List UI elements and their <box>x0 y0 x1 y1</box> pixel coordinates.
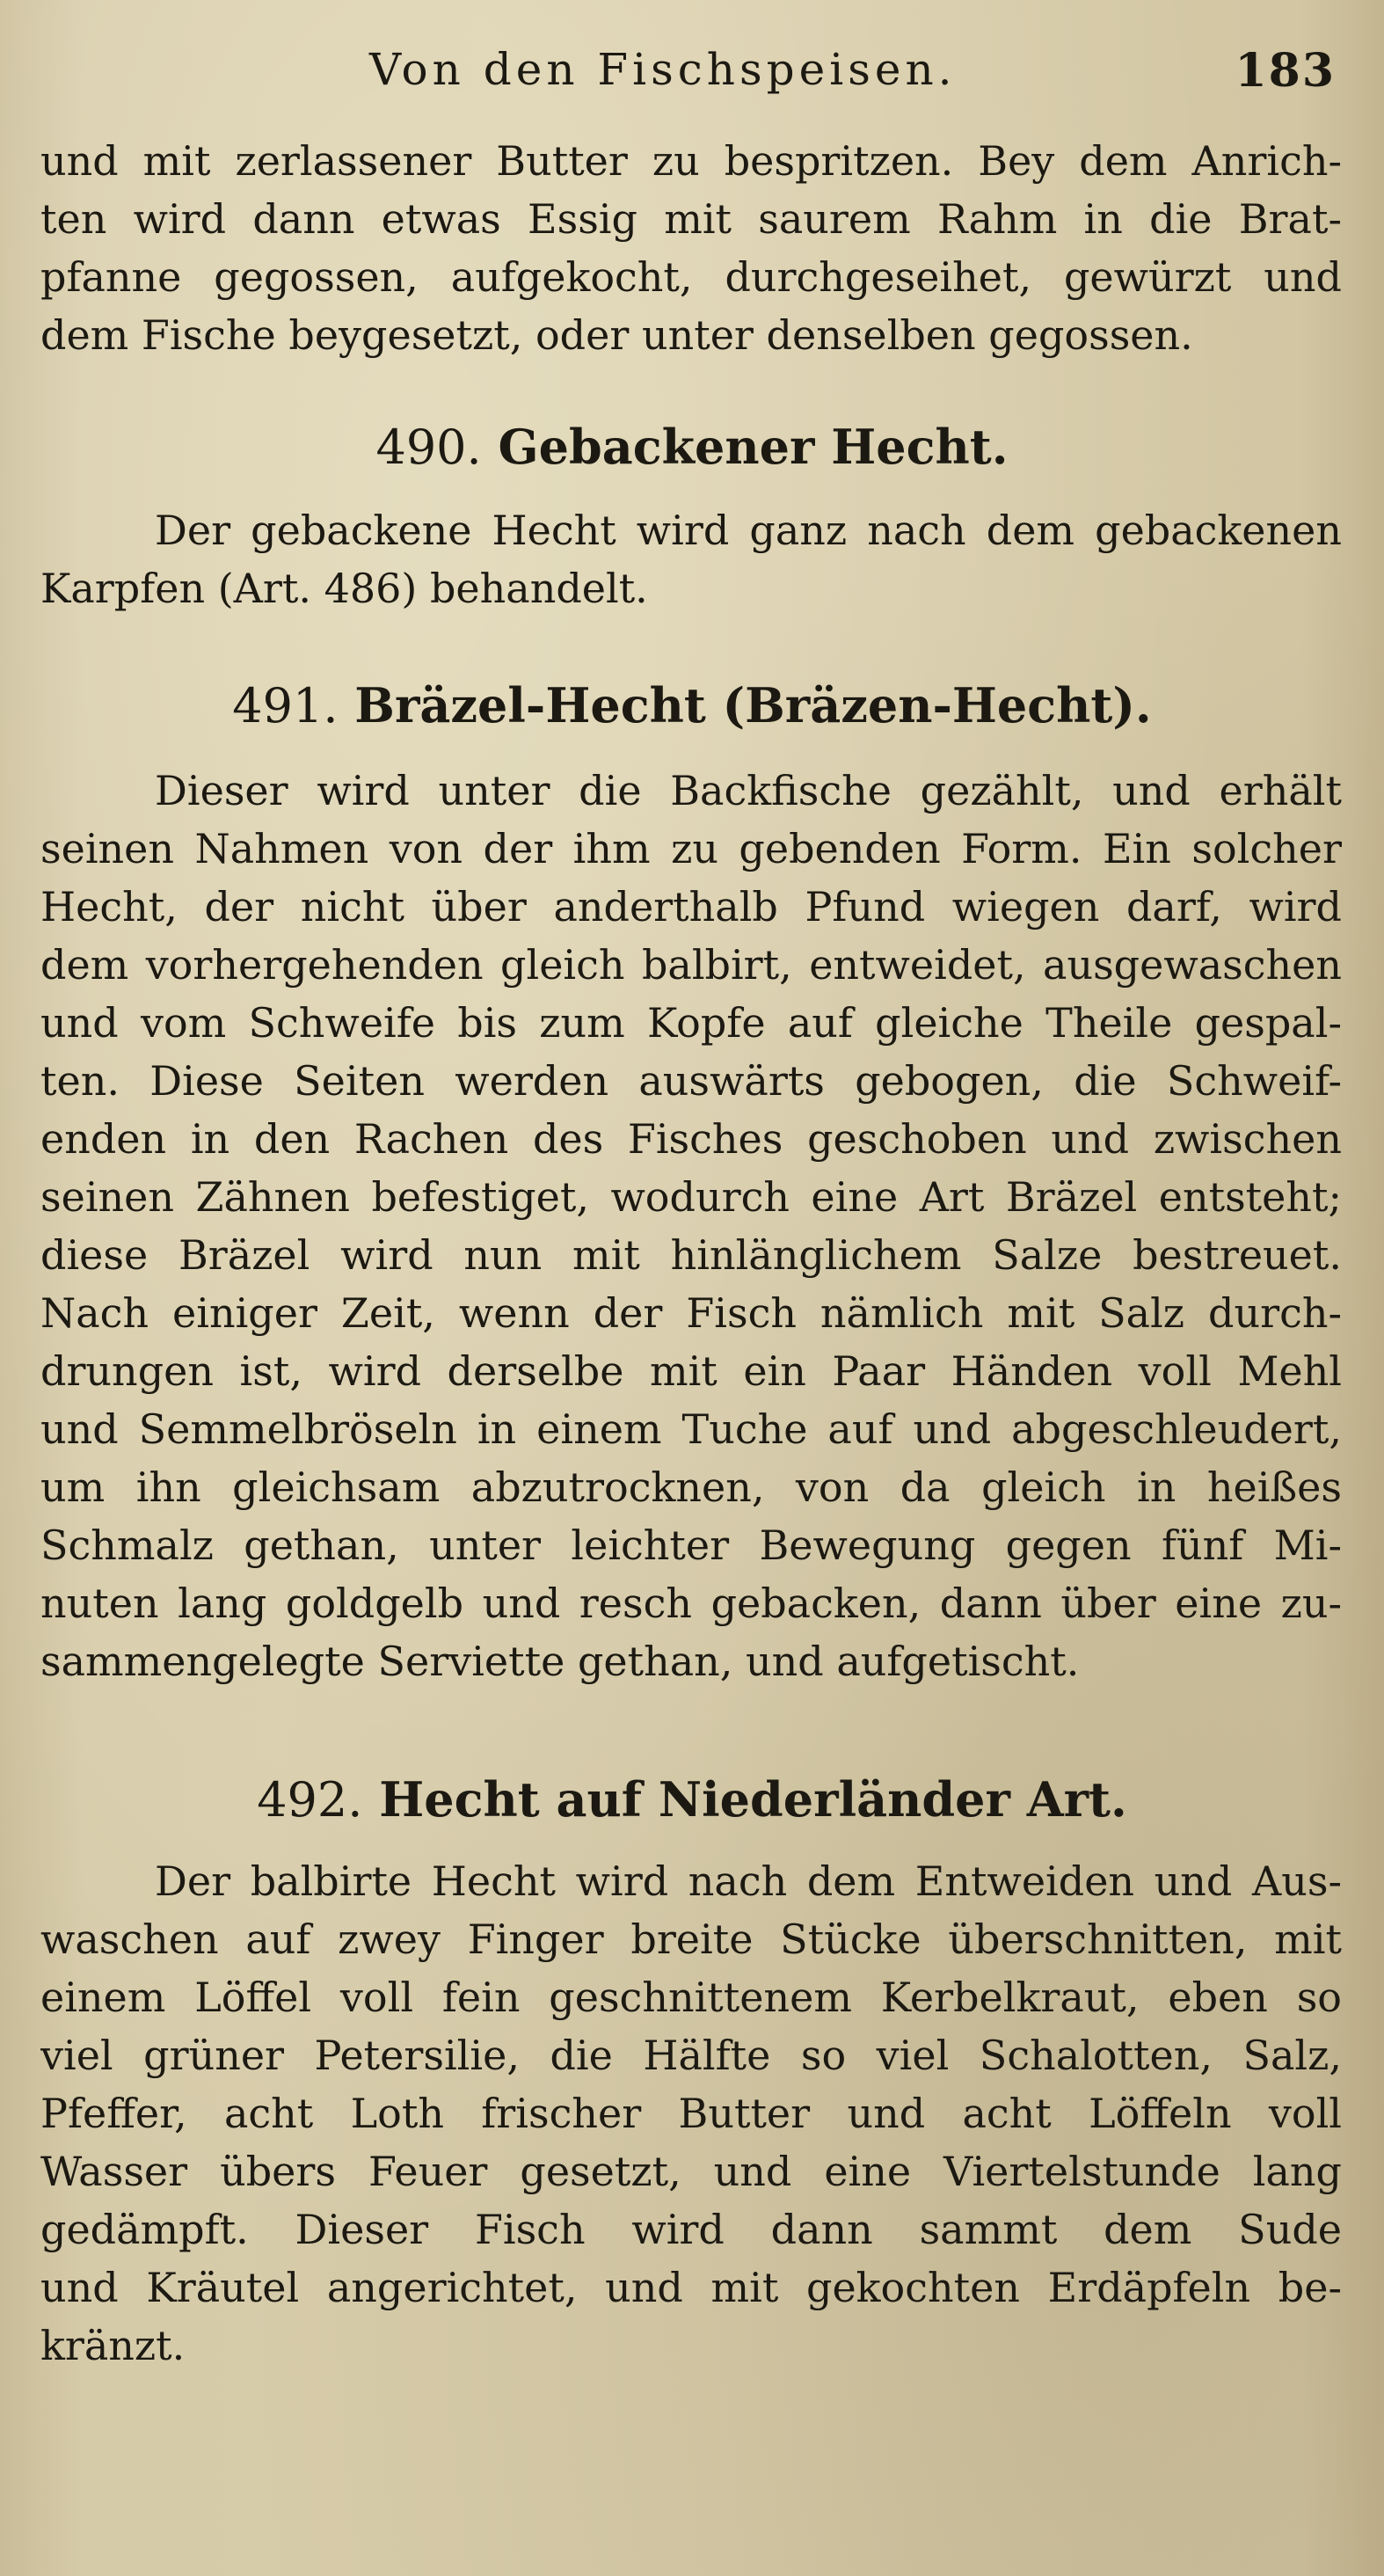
text-line: dem Fische beygesetzt, oder unter denselben gegossen. <box>40 311 1193 359</box>
text-line: und Semmelbröseln in einem Tuche auf und abgeschleudert, <box>40 1405 1342 1453</box>
text-line: waschen auf zwey Finger breite Stücke überschnitten, mit <box>40 1916 1342 1963</box>
text-line: Karpfen (Art. 486) behandelt. <box>40 565 648 612</box>
section-heading-490 <box>0 419 1384 475</box>
section-heading-492 <box>0 1771 1384 1828</box>
text-line: Wasser übers Feuer gesetzt, und eine Viertelstunde lang <box>40 2148 1342 2195</box>
section-title: Hecht auf Niederländer Art. <box>379 1771 1127 1828</box>
text-line: seinen Zähnen befestiget, wodurch eine Art Bräzel entsteht; <box>40 1173 1342 1221</box>
text-line: nuten lang goldgelb und resch gebacken, dann über eine zu- <box>40 1580 1342 1627</box>
text-line: diese Bräzel wird nun mit hinlänglichem Salze bestreuet. <box>40 1231 1342 1279</box>
section-title: Gebackener Hecht. <box>498 419 1009 475</box>
text-line: drungen ist, wird derselbe mit ein Paar Händen voll Mehl <box>40 1347 1342 1395</box>
text-line: Schmalz gethan, unter leichter Bewegung gegen fünf Mi- <box>40 1522 1342 1569</box>
text-line: dem vorhergehenden gleich balbirt, entweidet, ausgewaschen <box>40 941 1342 989</box>
section-body-492 <box>40 1852 1342 2375</box>
running-head <box>0 44 1384 106</box>
text-line: sammengelegte Serviette gethan, und aufgetischt. <box>40 1638 1080 1685</box>
intro-paragraph <box>40 132 1342 364</box>
text-line: Dieser wird unter die Backfische gezählt, und erhält <box>155 767 1342 814</box>
text-line: pfanne gegossen, aufgekocht, durchgeseihet, gewürzt und <box>40 253 1342 301</box>
text-line: einem Löffel voll fein geschnittenem Kerbelkraut, eben so <box>40 1974 1342 2021</box>
text-line: gedämpft. Dieser Fisch wird dann sammt dem Sude <box>40 2206 1342 2253</box>
page-number: 183 <box>1235 44 1336 98</box>
text-line: ten. Diese Seiten werden auswärts gebogen, die Schweif- <box>40 1057 1342 1105</box>
section-body-491 <box>40 762 1342 1690</box>
text-line: Nach einiger Zeit, wenn der Fisch nämlich mit Salz durch- <box>40 1289 1342 1337</box>
text-line: und mit zerlassener Butter zu bespritzen. Bey dem Anrich- <box>40 137 1342 185</box>
section-number: 490. <box>375 420 482 475</box>
section-title: Bräzel-Hecht (Bräzen-Hecht). <box>354 677 1152 733</box>
running-title: Von den Fischspeisen. <box>369 44 957 95</box>
text-line: kränzt. <box>40 2322 186 2369</box>
text-line: und vom Schweife bis zum Kopfe auf gleiche Theile gespal- <box>40 999 1342 1047</box>
text-line: Hecht, der nicht über anderthalb Pfund wiegen darf, wird <box>40 883 1342 930</box>
section-body-490 <box>40 501 1342 617</box>
text-line: enden in den Rachen des Fisches geschoben und zwischen <box>40 1115 1342 1163</box>
text-line: Der gebackene Hecht wird ganz nach dem gebackenen <box>155 507 1342 554</box>
text-line: Pfeffer, acht Loth frischer Butter und acht Löffeln voll <box>40 2090 1342 2137</box>
text-line: ten wird dann etwas Essig mit saurem Rahm in die Brat- <box>40 195 1342 243</box>
section-number: 491. <box>232 678 339 733</box>
text-line: viel grüner Petersilie, die Hälfte so viel Schalotten, Salz, <box>40 2032 1342 2079</box>
text-line: und Kräutel angerichtet, und mit gekochten Erdäpfeln be- <box>40 2264 1342 2311</box>
text-line: um ihn gleichsam abzutrocknen, von da gleich in heißes <box>40 1463 1342 1511</box>
text-line: Der balbirte Hecht wird nach dem Entweiden und Aus- <box>155 1857 1342 1905</box>
section-number: 492. <box>257 1772 363 1828</box>
section-heading-491 <box>0 677 1384 733</box>
text-line: seinen Nahmen von der ihm zu gebenden Form. Ein solcher <box>40 825 1342 872</box>
